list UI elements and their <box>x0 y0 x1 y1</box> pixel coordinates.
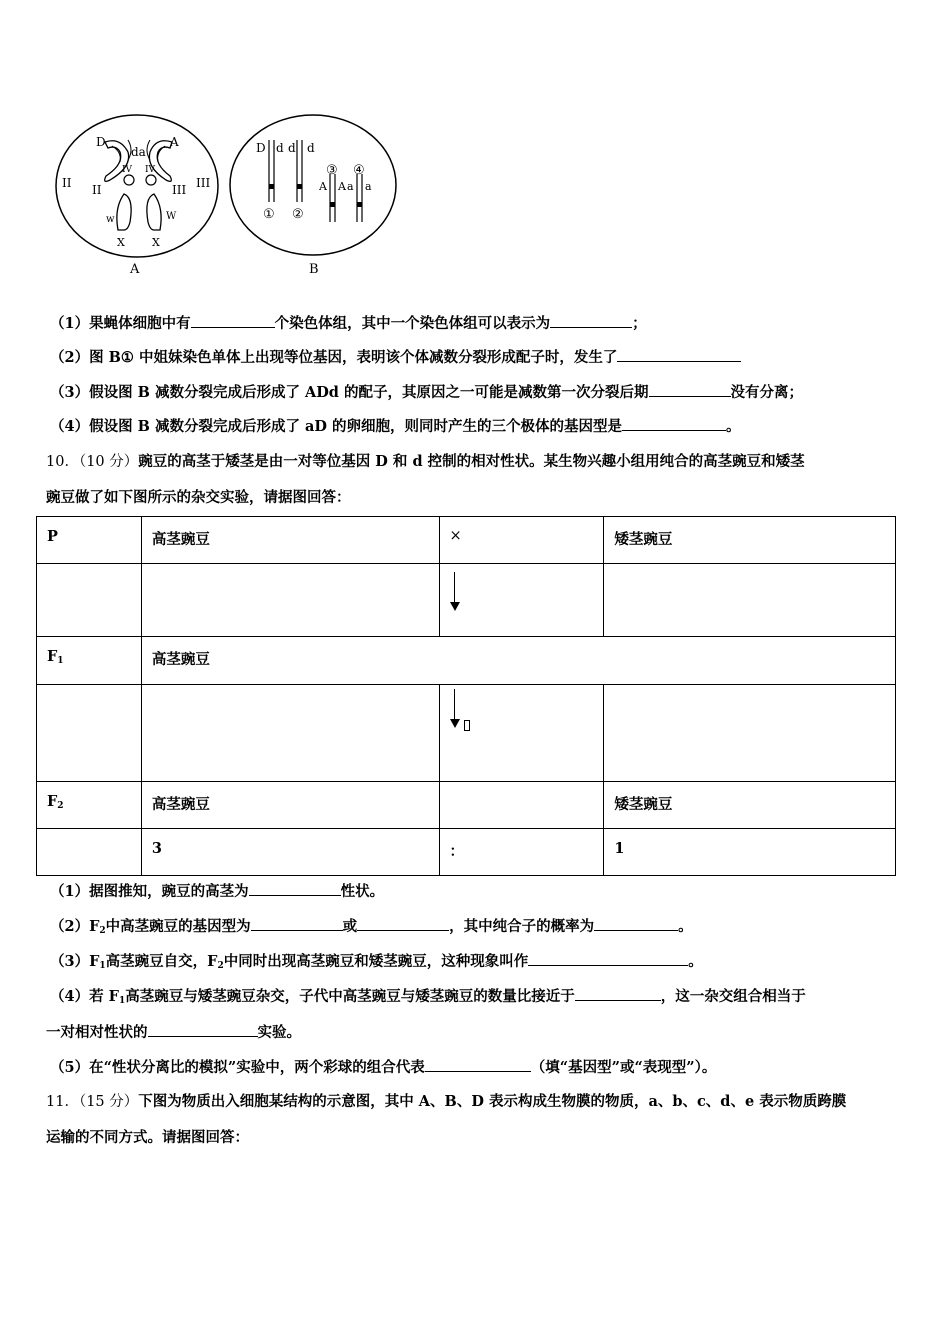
table-row-ratio <box>37 829 896 876</box>
q11-intro-text2: 运输的不同方式。请据图回答： <box>46 1129 249 1146</box>
q10-number: 10．（10 分） <box>46 454 139 470</box>
cell-a-label-W: W <box>166 211 177 222</box>
cell-ratio-colon: ： <box>439 829 604 876</box>
q10-sub3-text-c: 中同时出现高茎豌豆和矮茎豌豆，这种现象叫作 <box>223 953 529 970</box>
subscript: 1 <box>118 996 126 1006</box>
cell-a-label-A: A <box>170 135 179 149</box>
q11-intro-text1: 下图为物质出入细胞某结构的示意图，其中 A、B、D 表示构成生物膜的物质，a、b、c、d、e 表示物质跨膜 <box>138 1093 847 1110</box>
placeholder-box-icon <box>464 720 470 731</box>
cell-b-label-a1: a <box>347 180 354 193</box>
cell-a-label-II-outer: II <box>62 176 72 190</box>
cell-b-label-D: D <box>256 141 266 155</box>
cell-p-label: P <box>37 517 142 564</box>
cell-b-label-d1: d <box>276 141 284 155</box>
q10-sub2-text-b: 中高茎豌豆的基因型为 <box>105 918 251 935</box>
cell-b-label-A1: A <box>319 180 327 193</box>
cell-a-label-w: w <box>106 214 115 225</box>
cell-f2-short: 矮茎豌豆 <box>604 782 896 829</box>
q9-part4-text-a: （4）假设图 B 减数分裂完成后形成了 aD 的卵细胞，则同时产生的三个极体的基因型是 <box>50 418 623 435</box>
q9-part2 <box>50 346 741 367</box>
empty-cell <box>604 564 896 637</box>
answer-blank[interactable] <box>251 916 343 931</box>
cell-ratio-right: 1 <box>604 829 896 876</box>
cell-a-label-IV-right: IV <box>145 165 156 175</box>
cell-ratio-left: 3 <box>141 829 439 876</box>
q11-number: 11．（15 分） <box>46 1094 139 1110</box>
cell-b-label-2: ② <box>292 207 304 222</box>
cell-a-label-IV-left: IV <box>122 165 133 175</box>
arrow-down-icon <box>450 689 460 729</box>
subscript: 2 <box>99 926 106 936</box>
cell-p-tall: 高茎豌豆 <box>141 517 439 564</box>
cell-arrow-down-1 <box>439 564 604 637</box>
answer-blank[interactable] <box>249 881 341 896</box>
q10-sub4-text-d: 一对相对性状的 <box>46 1024 148 1041</box>
cell-a-caption: A <box>130 262 140 277</box>
cell-a-label-III-outer: III <box>196 176 211 190</box>
table-row-f1 <box>37 637 896 685</box>
empty-cell <box>604 685 896 782</box>
q9-part3-text-b: 没有分离； <box>730 384 803 401</box>
cell-b-caption: B <box>309 262 319 277</box>
q10-sub5-text-a: （5）在“性状分离比的模拟”实验中，两个彩球的组合代表 <box>50 1059 425 1076</box>
table-row-arrow1 <box>37 564 896 637</box>
q10-sub4-text-a: （4）若 F <box>50 988 119 1005</box>
q10-sub2-text-c: 或 <box>342 918 358 935</box>
cell-a-label-II-inner: II <box>92 183 102 197</box>
q10-sub4-text-c: ，这一杂交组合相当于 <box>660 988 806 1005</box>
q9-part4 <box>50 415 741 436</box>
q10-intro-line2 <box>46 486 351 507</box>
empty-cell <box>141 685 439 782</box>
cell-cross-sign: × <box>439 517 604 564</box>
q9-part3 <box>50 381 803 402</box>
q10-sub3-text-a: （3）F <box>50 953 100 970</box>
cell-b-label-d3: d <box>307 141 315 155</box>
table-row-p <box>37 517 896 564</box>
empty-cell <box>37 564 142 637</box>
q10-sub1-text-b: 性状。 <box>340 883 385 900</box>
cell-p-short: 矮茎豌豆 <box>604 517 896 564</box>
table-row-arrow2 <box>37 685 896 782</box>
answer-blank[interactable] <box>594 916 678 931</box>
cell-b-label-A2: A <box>338 180 346 193</box>
q10-sub1 <box>50 880 384 901</box>
q11-intro-line1 <box>46 1090 846 1111</box>
answer-blank[interactable] <box>649 382 731 397</box>
q10-sub4-text-e: 实验。 <box>257 1024 301 1041</box>
q10-sub2-text-a: （2）F <box>50 918 100 935</box>
cell-b-label-3: ③ <box>326 163 338 178</box>
q10-sub2-text-d: ，其中纯合子的概率为 <box>449 918 595 935</box>
q10-sub5 <box>50 1056 716 1077</box>
cell-a-label-III-inner: III <box>172 183 187 197</box>
answer-blank[interactable] <box>528 951 688 966</box>
answer-blank[interactable] <box>622 416 726 431</box>
cell-f1-label: $F_1$ <box>37 637 142 685</box>
cross-experiment-table <box>36 516 896 876</box>
arrow-down-icon <box>450 572 460 612</box>
cell-f1-tall: 高茎豌豆 <box>141 637 895 685</box>
q11-intro-line2 <box>46 1126 249 1147</box>
q10-sub3-text-d: 。 <box>688 953 703 970</box>
answer-blank[interactable] <box>617 347 741 362</box>
cell-b-label-1: ① <box>263 207 275 222</box>
q9-part1-text-c: ； <box>632 315 647 332</box>
cell-b-label-4: ④ <box>353 163 365 178</box>
q10-sub3-text-b: 高茎豌豆自交，F <box>105 953 218 970</box>
cell-b-diagram <box>230 115 396 277</box>
table-row-f2 <box>37 782 896 829</box>
q10-sub4-line1 <box>50 985 806 1006</box>
q10-sub4-text-b: 高茎豌豆与矮茎豌豆杂交，子代中高茎豌豆与矮茎豌豆的数量比接近于 <box>125 988 575 1005</box>
chromosome-figure <box>50 112 420 287</box>
cell-a-label-X-right: X <box>152 236 160 249</box>
subscript: 2 <box>217 961 224 971</box>
empty-cell <box>439 782 604 829</box>
cell-f2-tall: 高茎豌豆 <box>141 782 439 829</box>
cell-arrow-down-2 <box>439 685 604 782</box>
q9-part1 <box>50 312 647 333</box>
q9-part1-text-b: 个染色体组，其中一个染色体组可以表示为 <box>274 315 551 332</box>
answer-blank[interactable] <box>191 313 275 328</box>
q9-part1-text-a: （1）果蝇体细胞中有 <box>50 315 191 332</box>
q10-sub5-text-b: （填“基因型”或“表现型”）。 <box>530 1059 717 1076</box>
q10-sub2 <box>50 915 693 936</box>
empty-cell <box>141 564 439 637</box>
q9-part3-text-a: （3）假设图 B 减数分裂完成后形成了 ADd 的配子，其原因之一可能是减数第一次分裂后期 <box>50 384 649 401</box>
cell-a-label-da: da <box>131 145 146 159</box>
subscript: 1 <box>99 961 106 971</box>
cell-a-label-X-left: X <box>117 236 125 249</box>
q10-sub2-text-e: 。 <box>678 918 693 935</box>
answer-blank[interactable] <box>148 1022 258 1037</box>
cell-b-label-a2: a <box>365 180 372 193</box>
q10-sub4-line2 <box>46 1021 301 1042</box>
cell-a-label-D: D <box>96 135 106 149</box>
q9-part2-text: （2）图 B① 中姐妹染色单体上出现等位基因，表明该个体减数分裂形成配子时，发生了 <box>50 349 618 366</box>
answer-blank[interactable] <box>357 916 449 931</box>
empty-cell <box>37 829 142 876</box>
cell-a-diagram <box>56 115 218 277</box>
cell-f2-label: $F_2$ <box>37 782 142 829</box>
answer-blank[interactable] <box>425 1057 531 1072</box>
q10-intro-line1 <box>46 450 805 471</box>
q10-sub3 <box>50 950 703 971</box>
q9-part4-text-b: 。 <box>726 418 741 435</box>
answer-blank[interactable] <box>575 986 661 1001</box>
q10-sub1-text-a: （1）据图推知，豌豆的高茎为 <box>50 883 249 900</box>
cell-b-label-d2: d <box>288 141 296 155</box>
q10-intro-text2: 豌豆做了如下图所示的杂交实验，请据图回答： <box>46 489 351 506</box>
q10-intro-text1: 豌豆的高茎于矮茎是由一对等位基因 D 和 d 控制的相对性状。某生物兴趣小组用纯合的高茎豌豆和矮茎 <box>138 453 805 470</box>
empty-cell <box>37 685 142 782</box>
answer-blank[interactable] <box>550 313 632 328</box>
